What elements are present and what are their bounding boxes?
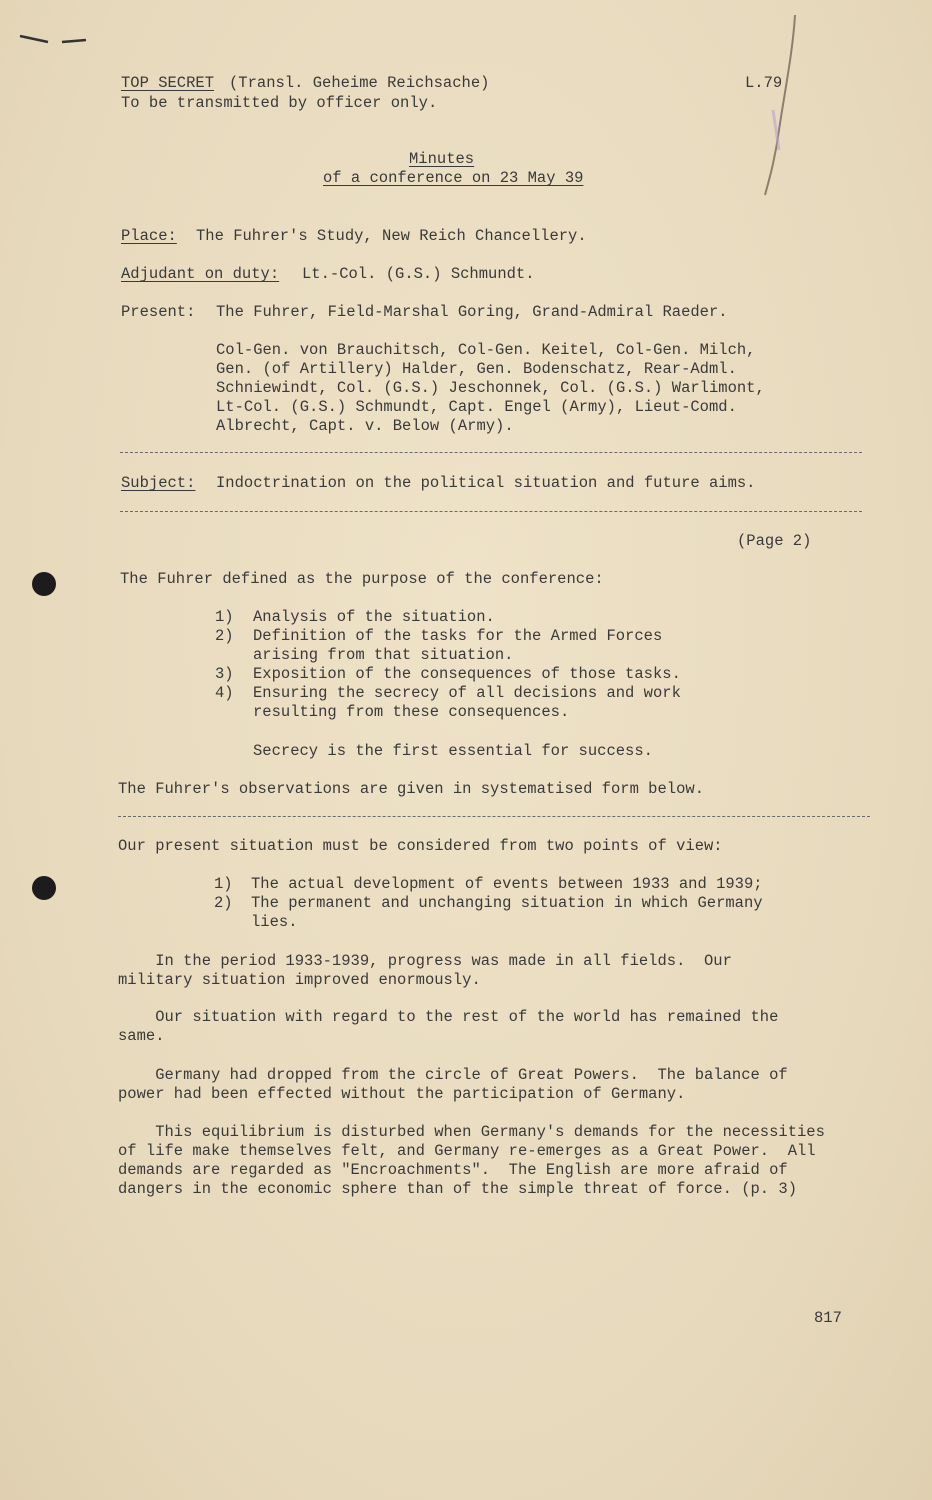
list-item-text: resulting from these consequences. xyxy=(253,703,570,721)
situation-intro: Our present situation must be considered from two points of view: xyxy=(118,837,723,855)
present-line-1: The Fuhrer, Field-Marshal Goring, Grand-Admiral Raeder. xyxy=(216,303,728,321)
title-line-1: Minutes xyxy=(409,150,475,168)
present-label: Present: xyxy=(121,303,196,321)
page-number: 817 xyxy=(814,1309,842,1327)
translation-note: (Transl. Geheime Reichsache) xyxy=(229,74,490,92)
paragraph-line: of life make themselves felt, and Germany re-emerges as a Great Power. All xyxy=(118,1142,816,1160)
paragraph-line: dangers in the economic sphere than of the simple threat of force. (p. 3) xyxy=(118,1180,798,1198)
list-item-text: Definition of the tasks for the Armed Forces xyxy=(253,627,663,645)
paragraph-line: This equilibrium is disturbed when Germany's demands for the necessities xyxy=(118,1123,825,1141)
section-divider xyxy=(120,511,862,512)
list-item-number: 2) xyxy=(214,894,233,912)
paragraph-line: demands are regarded as "Encroachments". The English are more afraid of xyxy=(118,1161,788,1179)
list-item-text: Analysis of the situation. xyxy=(253,608,495,626)
present-others-line: Lt-Col. (G.S.) Schmundt, Capt. Engel (Army), Lieut-Comd. xyxy=(216,398,737,416)
classification-label: TOP SECRET xyxy=(121,74,215,92)
section-divider xyxy=(118,816,870,817)
list-item-text: lies. xyxy=(251,913,298,931)
paragraph-line: military situation improved enormously. xyxy=(118,971,481,989)
place-value: The Fuhrer's Study, New Reich Chancellery. xyxy=(196,227,587,245)
place-label: Place: xyxy=(121,227,177,245)
secrecy-statement: Secrecy is the first essential for success. xyxy=(253,742,653,760)
present-others-line: Schniewindt, Col. (G.S.) Jeschonnek, Col. (G.S.) Warlimont, xyxy=(216,379,765,397)
punch-hole xyxy=(32,572,56,596)
adjutant-label: Adjudant on duty: xyxy=(121,265,280,283)
subject-value: Indoctrination on the political situation and future aims. xyxy=(216,474,756,492)
margin-scratch-mark xyxy=(18,28,88,48)
list-item-number: 1) xyxy=(215,608,234,626)
paragraph-line: In the period 1933-1939, progress was made in all fields. Our xyxy=(118,952,732,970)
paragraph-line: Our situation with regard to the rest of the world has remained the xyxy=(118,1008,779,1026)
list-item-text: Exposition of the consequences of those tasks. xyxy=(253,665,681,683)
list-item-number: 4) xyxy=(215,684,234,702)
list-item-number: 2) xyxy=(215,627,234,645)
adjutant-value: Lt.-Col. (G.S.) Schmundt. xyxy=(302,265,535,283)
paragraph-line: same. xyxy=(118,1027,165,1045)
list-item-text: The actual development of events between 1933 and 1939; xyxy=(251,875,763,893)
title-line-2: of a conference on 23 May 39 xyxy=(323,169,584,187)
present-others-line: Gen. (of Artillery) Halder, Gen. Bodenschatz, Rear-Adml. xyxy=(216,360,737,378)
paragraph-line: Germany had dropped from the circle of Great Powers. The balance of xyxy=(118,1066,788,1084)
present-others-line: Col-Gen. von Brauchitsch, Col-Gen. Keitel, Col-Gen. Milch, xyxy=(216,341,756,359)
section-divider xyxy=(120,452,862,453)
document-reference: L.79 xyxy=(745,74,783,92)
list-item-number: 1) xyxy=(214,875,233,893)
subject-label: Subject: xyxy=(121,474,196,492)
observations-note: The Fuhrer's observations are given in systematised form below. xyxy=(118,780,704,798)
present-others-line: Albrecht, Capt. v. Below (Army). xyxy=(216,417,514,435)
transmit-note: To be transmitted by officer only. xyxy=(121,94,438,112)
pencil-margin-line xyxy=(755,10,805,200)
page-reference: (Page 2) xyxy=(737,532,812,550)
list-item-text: arising from that situation. xyxy=(253,646,514,664)
punch-hole xyxy=(32,876,56,900)
list-item-text: The permanent and unchanging situation in which Germany xyxy=(251,894,763,912)
purpose-intro: The Fuhrer defined as the purpose of the conference: xyxy=(120,570,604,588)
list-item-number: 3) xyxy=(215,665,234,683)
list-item-text: Ensuring the secrecy of all decisions and work xyxy=(253,684,681,702)
paragraph-line: power had been effected without the participation of Germany. xyxy=(118,1085,686,1103)
